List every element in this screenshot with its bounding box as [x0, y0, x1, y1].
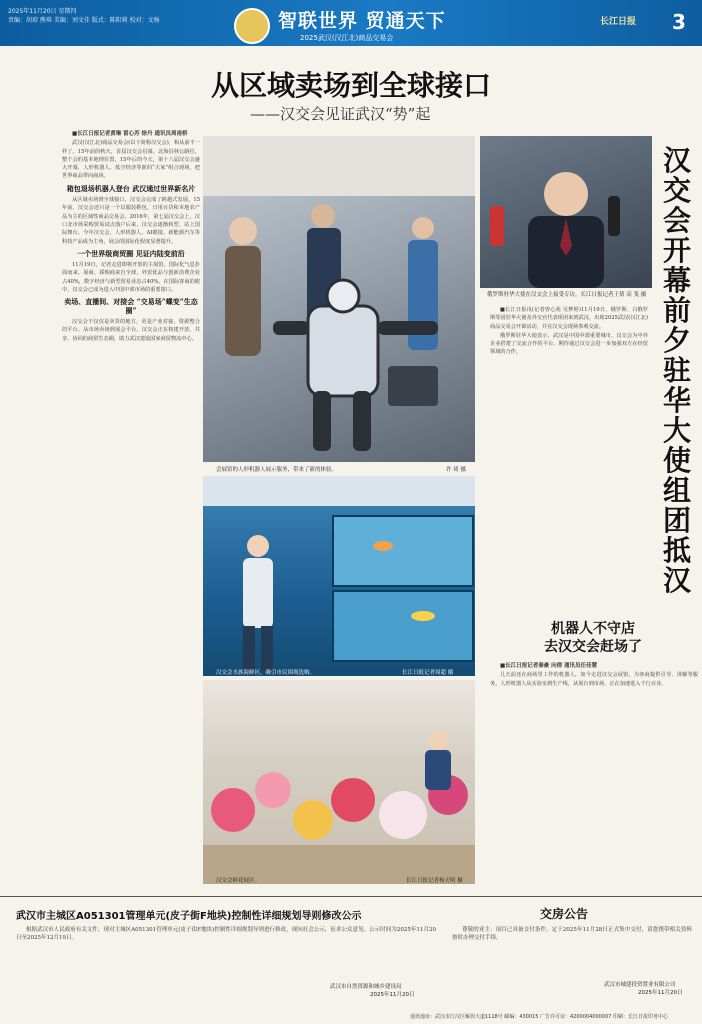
ambassador-photo [480, 136, 652, 288]
handover-notice-org: 武汉市城建投资置业有限公司 [604, 982, 676, 988]
ambassador-article-body: 俄罗斯驻华大使表示，武汉是中国中部重要城市，汉交会为中外企业搭建了交流合作的平台，期待通过汉交会进一步加强双方在经贸领域的合作。 [490, 332, 648, 356]
flower-bouquets-icon [203, 680, 475, 884]
expo-logo-icon [234, 8, 270, 44]
section-subtitle: 2025武汉(汉江北)商品交易会 [300, 34, 394, 42]
notice-text: 根据武汉市人民政府有关文件，现对主城区A051301管理单元(皮子街F地块)控制性详细规划导则进行修改，现向社会公示，征求公众意见。公示时间为2025年11月20日至2025年12月19日。 [16, 927, 436, 942]
aquarium-photo-credit: 长江日报记者周超 摄 [402, 670, 454, 676]
aquarium-photo-caption: 汉交会水族海鲜区，吸引市民围观选购。 [216, 670, 316, 676]
page-footer [0, 1010, 702, 1024]
editor-credits-line: 责编：胡琼 熊琪 美编：刘文佳 版式：陈阳莉 校对：文杨 [8, 17, 160, 24]
robot-article-body: 儿天前还在商场里工作的机器人，如今走进汉交会展馆，为客商提供引导、讲解等服务。人形机器人从实验室到生产线，从展台到市场，正在加速进入千行百业。 [490, 672, 698, 687]
flower-photo-caption: 汉交会鲜花展区。 [216, 878, 261, 884]
article-headline: 从区域卖场到全球接口 [210, 69, 491, 102]
robot-figure-icon [203, 136, 475, 462]
ambassador-article-lead: ■长江日报讯(记者曾心苑 吴梦婷)11月19日，俄罗斯、白俄罗斯等国驻华大使及外交官代表组团来到武汉，出席2025武汉(汉江北)商品交易会开幕活动，并在汉交会现场参观交流。 [490, 307, 648, 330]
section-heading: 箱包退场机器人登台 武汉通过世界新名片 [66, 183, 196, 193]
main-photo-credit: 许 琦 摄 [446, 467, 466, 473]
section-heading: 一个世界级商贸圈 见证内陆变前沿 [77, 248, 185, 258]
notice-title: 武汉市主城区A051301管理单元(皮子街F地块)控制性详细规划导则修改公示 [16, 911, 362, 922]
article-byline: ■长江日报记者黄琳 雷心苏 徐丹 通讯员周南桥 [72, 131, 188, 137]
aquarium-tanks-icon [203, 476, 475, 676]
handover-notice-title: 交房公告 [540, 907, 589, 921]
footer-text: 通讯地址：武汉市江汉区解放大道1118号 邮编：430015 广告许可证：4200004000007 印刷：长江日报印务中心 [410, 1014, 668, 1020]
bottom-divider [0, 896, 702, 897]
ambassador-vertical-headline: 汉交会开幕前夕驻华大使组团抵汉 [662, 144, 691, 597]
notice-org: 武汉市自然资源和城乡建设局 [330, 984, 402, 990]
flower-photo [203, 680, 475, 884]
page-number: 3 [672, 10, 686, 34]
robot-expo-photo [203, 136, 475, 462]
robot-article-text [490, 662, 698, 882]
article-intro: 武汉(汉江北)商品交易会(以下简称汉交会)，和从前不一样了。15年前的秋天，首届汉交会启幕，北海县林公路位，整个会的基本地理位置，15年后的今天，第十八届汉交会盛大开幕，人形机器人、低空经济等新的“大家”组合现场，把世界商品带向商场。 [62, 140, 200, 180]
aquarium-photo [203, 476, 475, 676]
section-text: 11月19日，记者走进即将开放的主展馆，国际化气息扑面而来。展商、採购商来自全球，外贸优品与创新消费企业占40%，数字经济与新型贸易业态占40%。在国际客商的眼中，汉交会已成为进入中国中部市场的重要窗口。 [62, 262, 200, 294]
issue-date-line: 2025年11月20日 星期四 [8, 8, 77, 15]
flower-photo-credit: 长江日报记者杨天明 摄 [406, 878, 463, 884]
ambassador-photo-caption: 俄罗斯驻华大使在汉交会上接受专访。长江日报记者王倩 高 斐 摄 [487, 292, 647, 298]
page-banner [0, 0, 702, 46]
section-title: 智联世界 贸通天下 [278, 10, 446, 32]
section-text: 从区域卖场到全球接口，汉交会完成了跨越式发展。15年前，汉交会还只是一个以服装鞋包、日用百货和本地农产品为主的区域性商品交易会。2016年，第七届汉交会上，汉口北市场采购贸易试点落户后来，汉交会逐渐转型，站上国际舞台。今年汉交会，人形机器人、AI眼镜、新能源汽车等科技产品成为主角，展会的国际化程度显著提升。 [62, 197, 200, 245]
article-subheadline: ——汉交会见证武汉“势”起 [250, 105, 431, 123]
newspaper-name: 长江日报 [600, 17, 637, 27]
robot-article-byline: ■长江日报记者秦豪 向倩 通讯员任佳慧 [500, 663, 598, 669]
robot-article-headline: 机器人不守店 去汉交会赶场了 [544, 621, 642, 655]
handover-notice-text: 尊敬的业主：项目已具备交付条件，定于2025年11月28日正式集中交付，请您携带相关资料按时办理交付手续。 [452, 927, 692, 942]
ambassador-article-text [490, 306, 648, 606]
section-text: 汉交会不仅仅是卖货的地方，更是产业对接、资源整合的平台。从市场卖场到展会平台，汉交会正在构建开放、共享、协同的商贸生态圈，助力武汉建设国家商贸物流中心。 [62, 318, 200, 342]
ambassador-portrait-icon [480, 136, 652, 288]
notice-date: 2025年11月20日 [370, 992, 415, 998]
main-photo-caption: 会展馆的人形机器人展示服务，带来了新的体验。 [216, 467, 338, 473]
main-article-column [62, 130, 200, 882]
handover-notice-date: 2025年11月20日 [638, 990, 683, 996]
issue-date [8, 7, 160, 25]
section-heading: 卖场、直播间、对接会 “交易场”蝶变“生态圈” [64, 297, 198, 315]
